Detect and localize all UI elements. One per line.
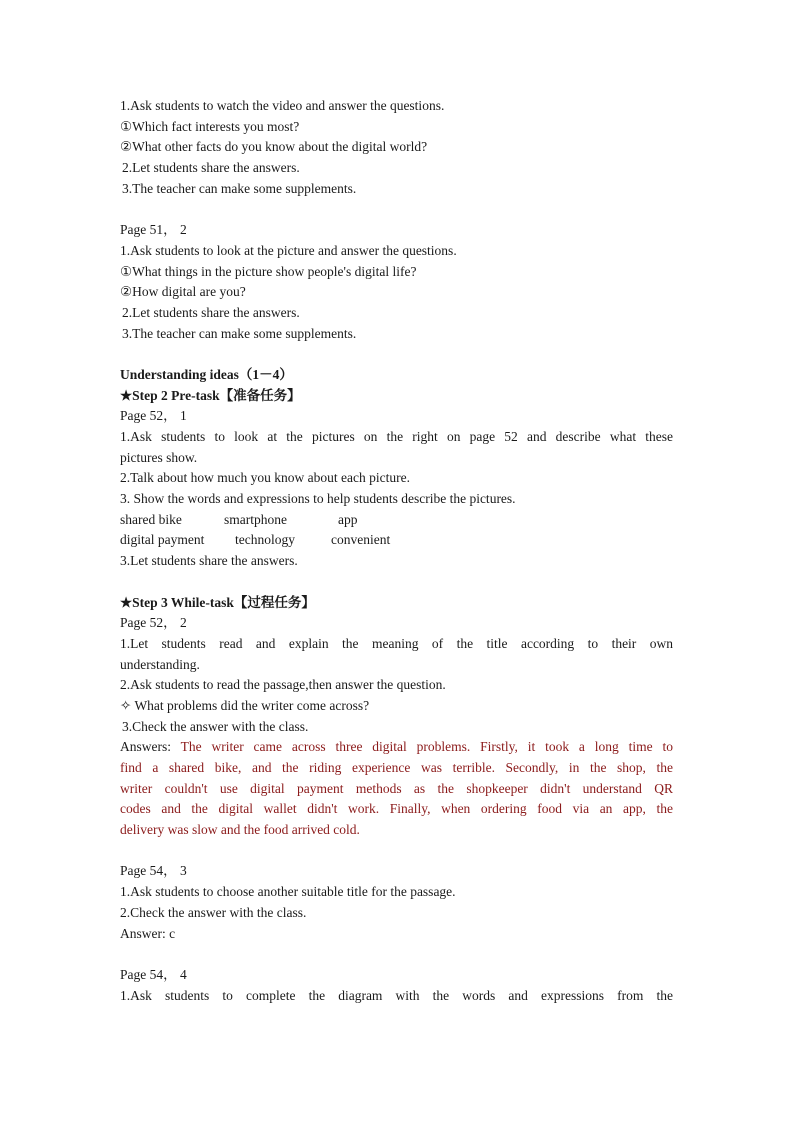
page-reference: Page 51， 2 bbox=[120, 222, 187, 238]
step-heading: ★Step 2 Pre-task【准备任务】 bbox=[120, 387, 301, 403]
page-reference: Page 54， 3 bbox=[120, 863, 187, 879]
document-body bbox=[120, 96, 673, 1006]
instruction-line: 1.Ask students to look at the pictures on the right on page 52 and describe what these bbox=[120, 429, 673, 444]
instruction-line: 2.Talk about how much you know about each picture. bbox=[120, 470, 410, 486]
instruction-line: 3.Let students share the answers. bbox=[120, 553, 298, 569]
question-line: ②How digital are you? bbox=[120, 284, 246, 300]
word-item: technology bbox=[235, 532, 295, 548]
answer-line: Answer: c bbox=[120, 925, 176, 941]
section-heading: Understanding ideas（1－4） bbox=[120, 366, 293, 382]
page-reference: Page 52， 2 bbox=[120, 615, 187, 631]
answer-text: find a shared bike, and the riding experience was terrible. Secondly, in the shop, the bbox=[120, 760, 673, 775]
answer-text: delivery was slow and the food arrived cold. bbox=[120, 822, 360, 838]
instruction-line: 3. Show the words and expressions to help students describe the pictures. bbox=[120, 491, 516, 507]
answer-label: Answers: bbox=[120, 739, 181, 755]
instruction-line: pictures show. bbox=[120, 449, 198, 465]
instruction-line: 1.Let students read and explain the meaning of the title according to their own bbox=[120, 635, 673, 651]
instruction-line: 1.Ask students to look at the picture and answer the questions. bbox=[120, 242, 457, 258]
page-reference: Page 54， 4 bbox=[120, 966, 187, 982]
question-line: ①Which fact interests you most? bbox=[120, 118, 300, 134]
word-list-row bbox=[120, 530, 673, 551]
instruction-line: 3.The teacher can make some supplements. bbox=[122, 325, 357, 341]
question-line: ①What things in the picture show people's digital life? bbox=[120, 263, 417, 279]
instruction-line: 3.Check the answer with the class. bbox=[122, 718, 309, 734]
instruction-line: 2.Check the answer with the class. bbox=[120, 904, 307, 920]
word-item: convenient bbox=[331, 532, 391, 548]
instruction-line: understanding. bbox=[120, 656, 200, 672]
word-item: shared bike bbox=[120, 511, 182, 527]
answer-text: codes and the digital wallet didn't work. Finally, when ordering food via an app, the bbox=[120, 801, 673, 817]
instruction-line: 1.Ask students to choose another suitable title for the passage. bbox=[120, 884, 456, 900]
word-item: smartphone bbox=[224, 511, 287, 527]
question-line: ②What other facts do you know about the digital world? bbox=[120, 139, 428, 155]
instruction-line: 2.Let students share the answers. bbox=[122, 304, 300, 320]
page-reference: Page 52， 1 bbox=[120, 408, 187, 424]
word-item: digital payment bbox=[120, 532, 205, 548]
instruction-line: 1.Ask students to complete the diagram with the words and expressions from the bbox=[120, 987, 673, 1003]
answer-text: writer couldn't use digital payment methods as the shopkeeper didn't understand QR bbox=[120, 780, 673, 796]
answer-line bbox=[120, 737, 673, 758]
instruction-line: 2.Let students share the answers. bbox=[122, 160, 300, 176]
instruction-line: 3.The teacher can make some supplements. bbox=[122, 180, 357, 196]
word-item: app bbox=[338, 511, 358, 527]
instruction-line: 1.Ask students to watch the video and answer the questions. bbox=[120, 98, 445, 113]
instruction-line: 2.Ask students to read the passage,then answer the question. bbox=[120, 677, 446, 693]
word-list-row bbox=[120, 510, 673, 531]
step-heading: ★Step 3 While-task【过程任务】 bbox=[120, 594, 315, 610]
question-line: ✧ What problems did the writer come across? bbox=[120, 697, 370, 713]
answer-text: The writer came across three digital problems. Firstly, it took a long time to bbox=[180, 739, 673, 755]
